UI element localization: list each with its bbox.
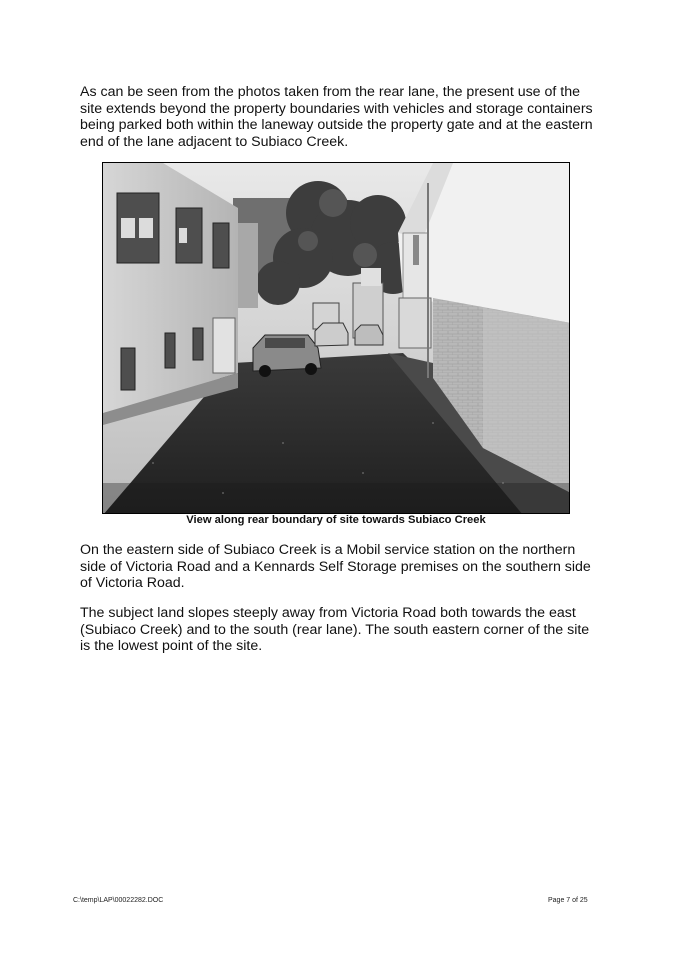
lane-photo (102, 162, 570, 514)
lane-photo-image (103, 163, 570, 514)
slope-paragraph: The subject land slopes steeply away from Victoria Road both towards the east (Subiaco Creek) and to the south (rear lane). The south eastern corner of the site is the lowest point of the site. (80, 605, 590, 654)
footer-page-number: Page 7 of 25 (548, 897, 588, 904)
photo-caption: View along rear boundary of site towards Subiaco Creek (186, 514, 486, 526)
eastern-side-paragraph: On the eastern side of Subiaco Creek is a Mobil service station on the northern side of Victoria Road and a Kennards Self Storage premises on the southern side of Victoria Road. (80, 542, 591, 591)
footer-file-path: C:\temp\LAP\00022282.DOC (73, 897, 164, 904)
intro-paragraph: As can be seen from the photos taken from the rear lane, the present use of the site extends beyond the property boundaries with vehicles and storage containers being parked both within the laneway outside the property gate and at the eastern end of the lane adjacent to Subiaco Creek. (80, 84, 593, 150)
